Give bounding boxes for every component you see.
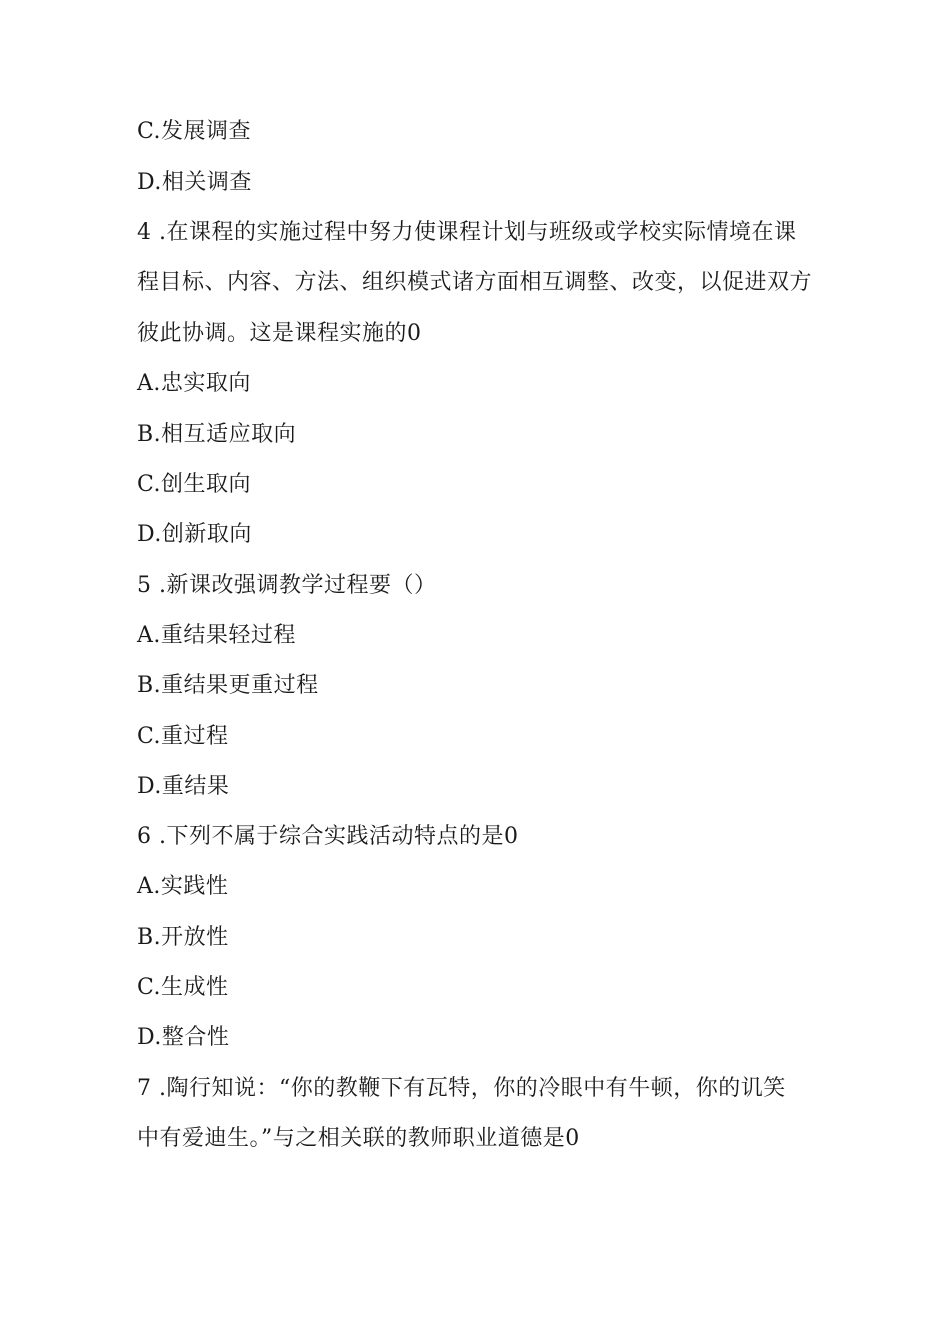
question-6: 6 .下列不属于综合实践活动特点的是0: [137, 824, 519, 849]
option-d-q6: D.整合性: [137, 1025, 230, 1050]
question-5: 5 .新课改强调教学过程要（）: [137, 573, 437, 598]
question-4-line-1: 4 .在课程的实施过程中努力使课程计划与班级或学校实际情境在课: [137, 220, 797, 245]
option-b-q5: B.重结果更重过程: [137, 673, 319, 698]
question-4-line-2: 程目标、内容、方法、组织模式诸方面相互调整、改变，以促进双方: [137, 270, 813, 295]
option-d-q5: D.重结果: [137, 774, 230, 799]
option-b-q6: B.开放性: [137, 925, 229, 950]
option-c-q6: C.生成性: [137, 975, 229, 1000]
option-c-q3: C.发展调查: [137, 119, 252, 144]
option-d-q4: D.创新取向: [137, 522, 252, 547]
option-d-q3: D.相关调查: [137, 170, 252, 195]
question-7-line-1: 7 .陶行知说：“你的教鞭下有瓦特，你的冷眼中有牛顿，你的讥笑: [137, 1076, 786, 1101]
option-a-q5: A.重结果轻过程: [137, 623, 296, 648]
question-7-line-2: 中有爱迪生。”与之相关联的教师职业道德是0: [137, 1126, 580, 1151]
option-c-q5: C.重过程: [137, 724, 229, 749]
option-b-q4: B.相互适应取向: [137, 422, 297, 447]
question-4-line-3: 彼此协调。这是课程实施的0: [137, 321, 422, 346]
option-c-q4: C.创生取向: [137, 472, 252, 497]
option-a-q4: A.忠实取向: [137, 371, 251, 396]
option-a-q6: A.实践性: [137, 874, 229, 899]
